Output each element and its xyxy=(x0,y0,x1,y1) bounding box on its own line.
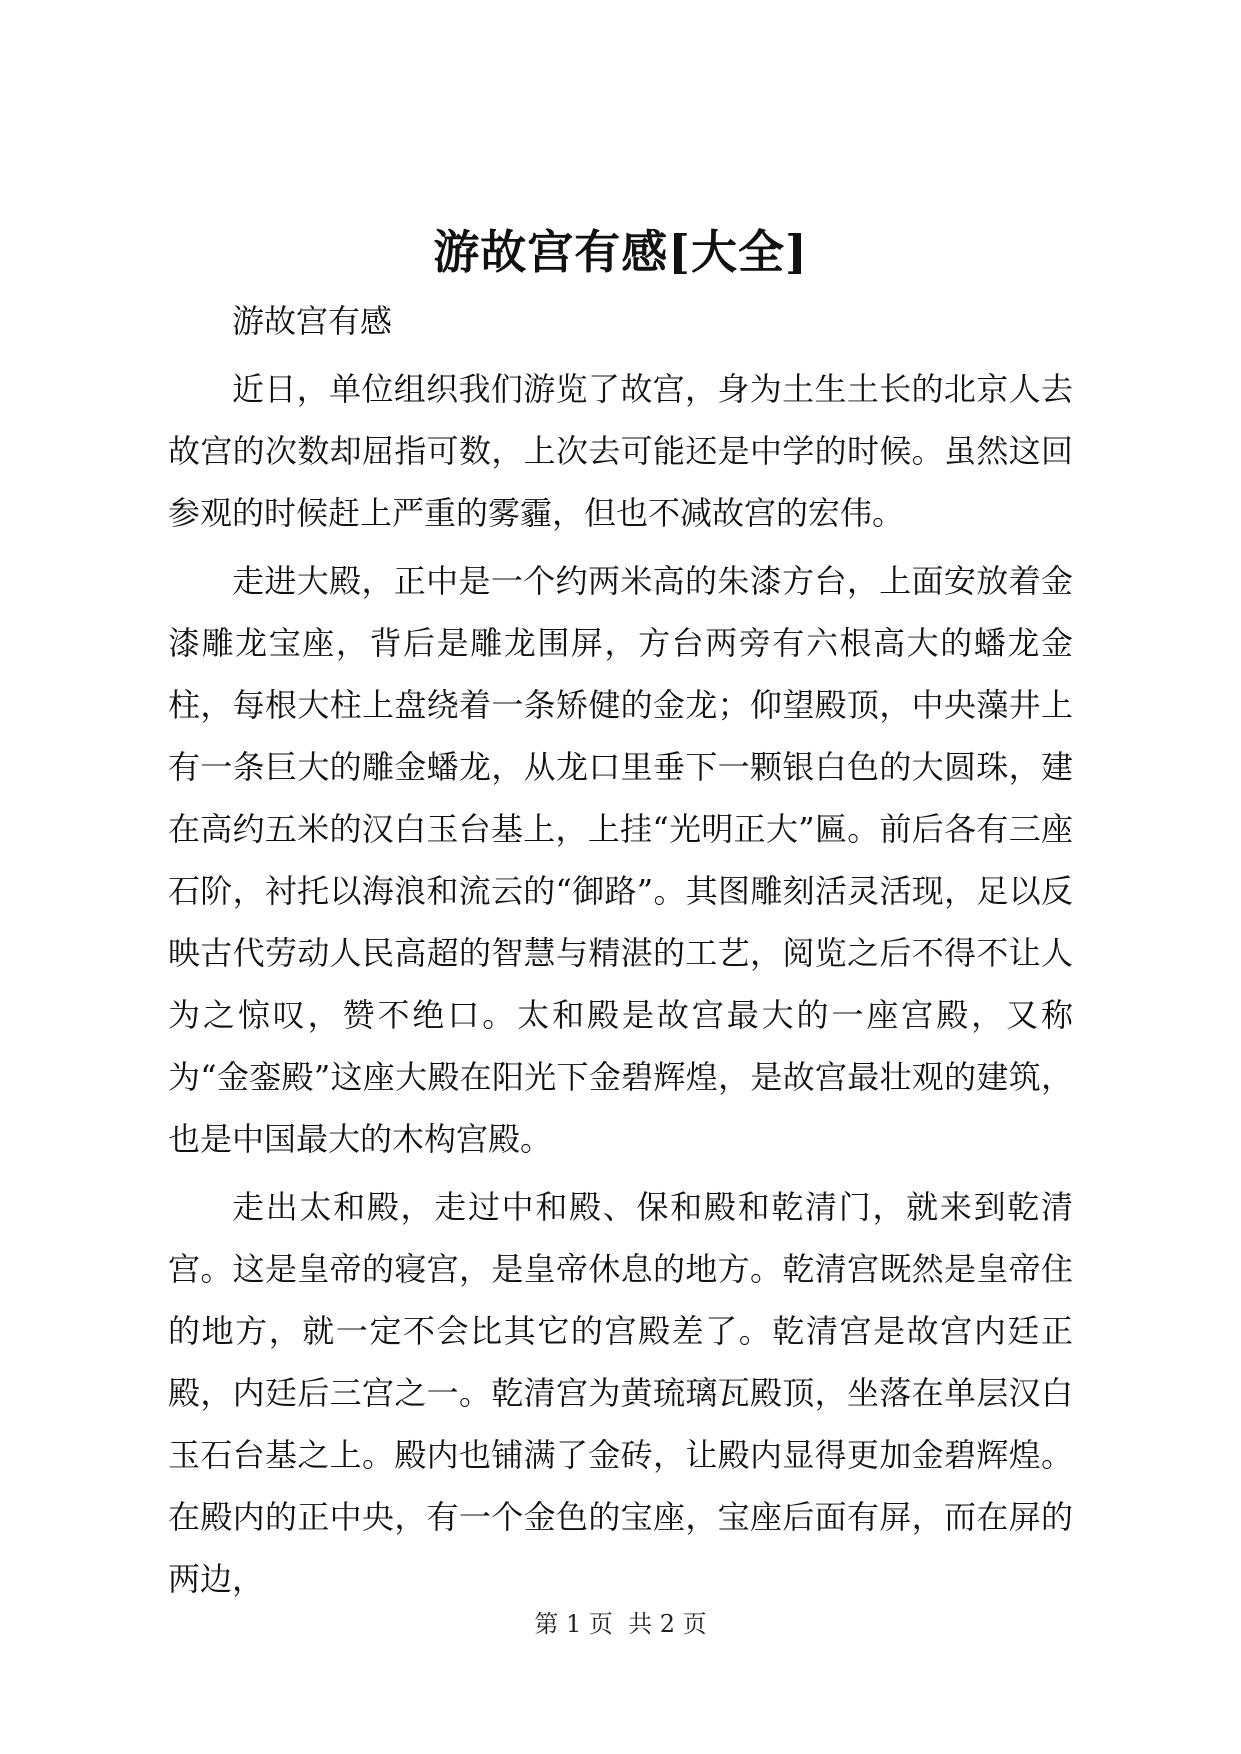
page-footer xyxy=(0,1608,1241,1640)
document-title: 游故宫有感[大全] xyxy=(433,225,808,279)
document-subtitle: 游故宫有感 xyxy=(232,302,393,340)
document-body xyxy=(168,290,1073,1610)
paragraph-3: 走出太和殿，走过中和殿、保和殿和乾清门，就来到乾清宫。这是皇帝的寝宫，是皇帝休息的地方。乾清宫既然是皇帝住的地方，就一定不会比其它的宫殿差了。乾清宫是故宫内廷正殿，内廷后三宫之一。乾清宫为黄琉璃瓦殿顶，坐落在单层汉白玉石台基之上。殿内也铺满了金砖，让殿内显得更加金碧辉煌。在殿内的正中央，有一个金色的宝座，宝座后面有屏，而在屏的两边， xyxy=(168,1188,1073,1598)
page-number-label: 第 1 页 共 2 页 xyxy=(534,1610,707,1638)
paragraph-1: 近日，单位组织我们游览了故宫，身为土生土长的北京人去故宫的次数却屈指可数，上次去可能还是中学的时候。虽然这回参观的时候赶上严重的雾霾，但也不减故宫的宏伟。 xyxy=(168,370,1073,532)
paragraph-2: 走进大殿，正中是一个约两米高的朱漆方台，上面安放着金漆雕龙宝座，背后是雕龙围屏，方台两旁有六根高大的蟠龙金柱，每根大柱上盘绕着一条矫健的金龙；仰望殿顶，中央藻井上有一条巨大的雕金蟠龙，从龙口里垂下一颗银白色的大圆珠，建在高约五米的汉白玉台基上，上挂“光明正大”匾。前后各有三座石阶，衬托以海浪和流云的“御路”。其图雕刻活灵活现，足以反映古代劳动人民高超的智慧与精湛的工艺，阅览之后不得不让人为之惊叹，赞不绝口。太和殿是故宫最大的一座宫殿，又称为“金銮殿”这座大殿在阳光下金碧辉煌，是故宫最壮观的建筑，也是中国最大的木构宫殿。 xyxy=(168,562,1073,1158)
